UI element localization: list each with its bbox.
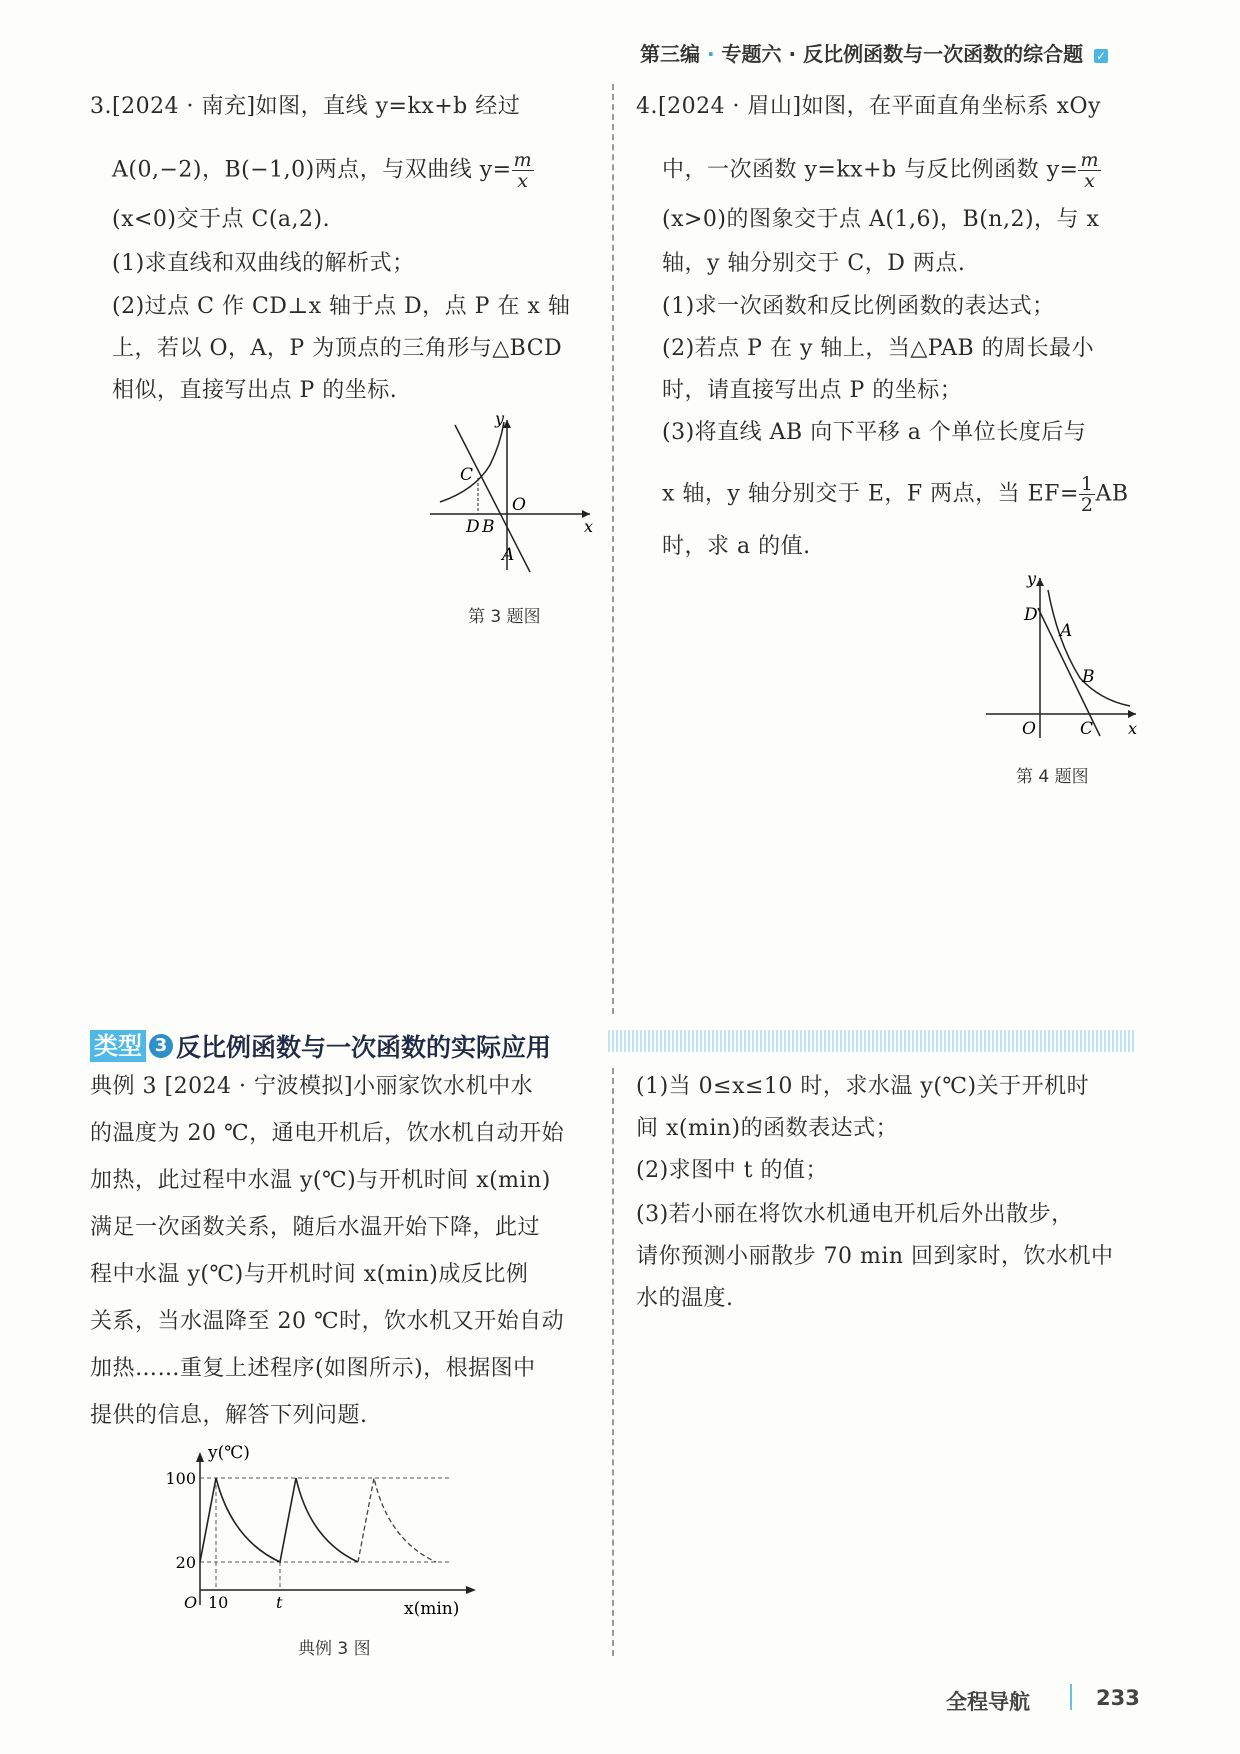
ex3-repeat-curve [358,1478,436,1562]
ex3-line-8: 提供的信息，解答下列问题. [90,1403,368,1428]
column-divider-top [612,84,614,1014]
q4-line-10: 时，求 a 的值. [662,534,811,559]
q4-line-6: (2)若点 P 在 y 轴上，当△PAB 的周长最小 [662,336,1095,361]
q4-line-5: (1)求一次函数和反比例函数的表达式； [662,294,1055,319]
ex3-label-20: 20 [175,1553,196,1572]
q3-line-4: (1)求直线和双曲线的解析式； [112,251,415,276]
q3-line-3: (x<0)交于点 C(a,2). [112,207,331,232]
q3-line-2 [112,150,534,191]
q4-line-3: (x>0)的图象交于点 A(1,6)，B(n,2)，与 x [662,207,1100,232]
q4-line-2-text: 中，一次函数 y=kx+b 与反比例函数 y= [662,157,1079,183]
q3-frac-num: m [513,149,533,171]
q4-hyperbola [1048,590,1130,706]
header-topic: 专题六 · 反比例函数与一次函数的综合题 [721,42,1084,66]
q4-half-den: 2 [1080,494,1094,516]
type-heading-stripe [608,1030,1136,1052]
q3-figure [420,410,600,580]
ex3-q-line-3: (2)求图中 t 的值； [636,1158,828,1183]
ex3-line-4: 满足一次函数关系，随后水温开始下降，此过 [90,1215,541,1240]
q4-line-8: (3)将直线 AB 向下平移 a 个单位长度后与 [662,420,1087,445]
footer-brand: 全程导航 [946,1690,1030,1714]
ex3-q-line-1: (1)当 0≤x≤10 时，求水温 y(℃)关于开机时 [636,1074,1090,1099]
q3-label-d: D [466,517,480,537]
ex3-temperature-curve [200,1478,358,1562]
q4-label-b: B [1082,667,1095,687]
q4-frac-num: m [1080,149,1099,171]
running-header [640,38,1108,67]
ex3-y-arrow-icon [196,1452,204,1462]
q3-line-1: 3.[2024 · 南充]如图，直线 y=kx+b 经过 [90,94,521,119]
q4-line-1: 4.[2024 · 眉山]如图，在平面直角坐标系 xOy [636,94,1101,119]
q4-fraction-m-over-x [1078,150,1101,191]
q3-label-y: y [494,410,504,428]
q4-label-o: O [1022,719,1036,739]
q4-label-c: C [1080,719,1094,739]
page-number: 233 [1096,1686,1140,1710]
q4-line-9 [662,474,1129,515]
q3-line-5: (2)过点 C 作 CD⊥x 轴于点 D，点 P 在 x 轴 [112,294,571,319]
ex3-figure [160,1440,520,1620]
q4-line-7: 时，请直接写出点 P 的坐标； [662,378,963,403]
ex3-caption: 典例 3 图 [298,1639,371,1659]
q3-line-2-text: A(0,−2)，B(−1,0)两点，与双曲线 y= [112,157,512,183]
q3-line-7: 相似，直接写出点 P 的坐标. [112,378,398,403]
ex3-line-7: 加热……重复上述程序(如图所示)，根据图中 [90,1356,536,1381]
ex3-line-6: 关系，当水温降至 20 ℃时，饮水机又开始自动 [90,1309,565,1334]
q4-half-num: 1 [1080,473,1094,495]
ex3-label-100: 100 [165,1469,196,1488]
ex3-label-y-axis: y(℃) [208,1443,250,1463]
q3-label-o: O [512,495,526,515]
q3-caption: 第 3 题图 [468,607,541,627]
footer-separator [1070,1684,1072,1710]
q4-caption: 第 4 题图 [1016,767,1089,787]
q4-y-arrow-icon [1036,578,1044,586]
q4-line-9-text: x 轴，y 轴分别交于 E，F 两点，当 EF= [662,481,1079,507]
q4-label-a: A [1060,621,1073,641]
q4-line-2 [662,150,1101,191]
q4-label-d: D [1024,605,1038,625]
q4-label-x: x [1128,719,1138,738]
q3-label-x: x [584,517,594,536]
ex3-q-line-2: 间 x(min)的函数表达式； [636,1116,899,1141]
q4-fraction-half [1079,474,1096,515]
ex3-line-5: 程中水温 y(℃)与开机时间 x(min)成反比例 [90,1262,529,1287]
q4-figure [980,568,1140,743]
ex3-line-2: 的温度为 20 ℃，通电开机后，饮水机自动开始 [90,1121,565,1146]
type-tag: 类型 [90,1030,146,1062]
q3-label-c: C [460,465,474,485]
ex3-label-o: O [184,1593,198,1612]
ex3-q-line-6: 水的温度. [636,1286,734,1311]
q3-frac-den: x [517,170,529,192]
ex3-label-10: 10 [208,1593,229,1612]
q4-frac-den: x [1084,170,1096,192]
checkbox-icon: ✓ [1096,48,1107,63]
q3-label-b: B [482,517,495,537]
type-title: 反比例函数与一次函数的实际应用 [176,1033,552,1062]
ex3-line-1: 典例 3 [2024 · 宁波模拟]小丽家饮水机中水 [90,1074,534,1099]
ex3-line-3: 加热，此过程中水温 y(℃)与开机时间 x(min) [90,1168,551,1193]
ex3-q-line-5: 请你预测小丽散步 70 min 回到家时，饮水机中 [636,1244,1114,1269]
q4-label-y: y [1026,569,1036,588]
q4-x-arrow-icon [1128,710,1136,718]
ex3-label-t: t [276,1593,283,1612]
ex3-q-line-4: (3)若小丽在将饮水机通电开机后外出散步， [636,1202,1074,1227]
type-number-badge: 3 [149,1034,173,1058]
q3-fraction-m-over-x [512,150,535,191]
q3-hyperbola [440,422,504,502]
q3-line-6: 上，若以 O，A，P 为顶点的三角形与△BCD [112,336,563,361]
column-divider-bottom [612,1068,614,1656]
ex3-label-x-axis: x(min) [404,1599,460,1619]
header-separator: · [706,42,715,66]
q4-line-9-tail: AB [1095,481,1129,507]
type-3-heading [90,1028,551,1062]
q3-label-a: A [502,545,515,565]
q4-line-4: 轴，y 轴分别交于 C，D 两点. [662,251,966,276]
ex3-x-arrow-icon [466,1586,476,1594]
header-part: 第三编 [640,42,700,66]
